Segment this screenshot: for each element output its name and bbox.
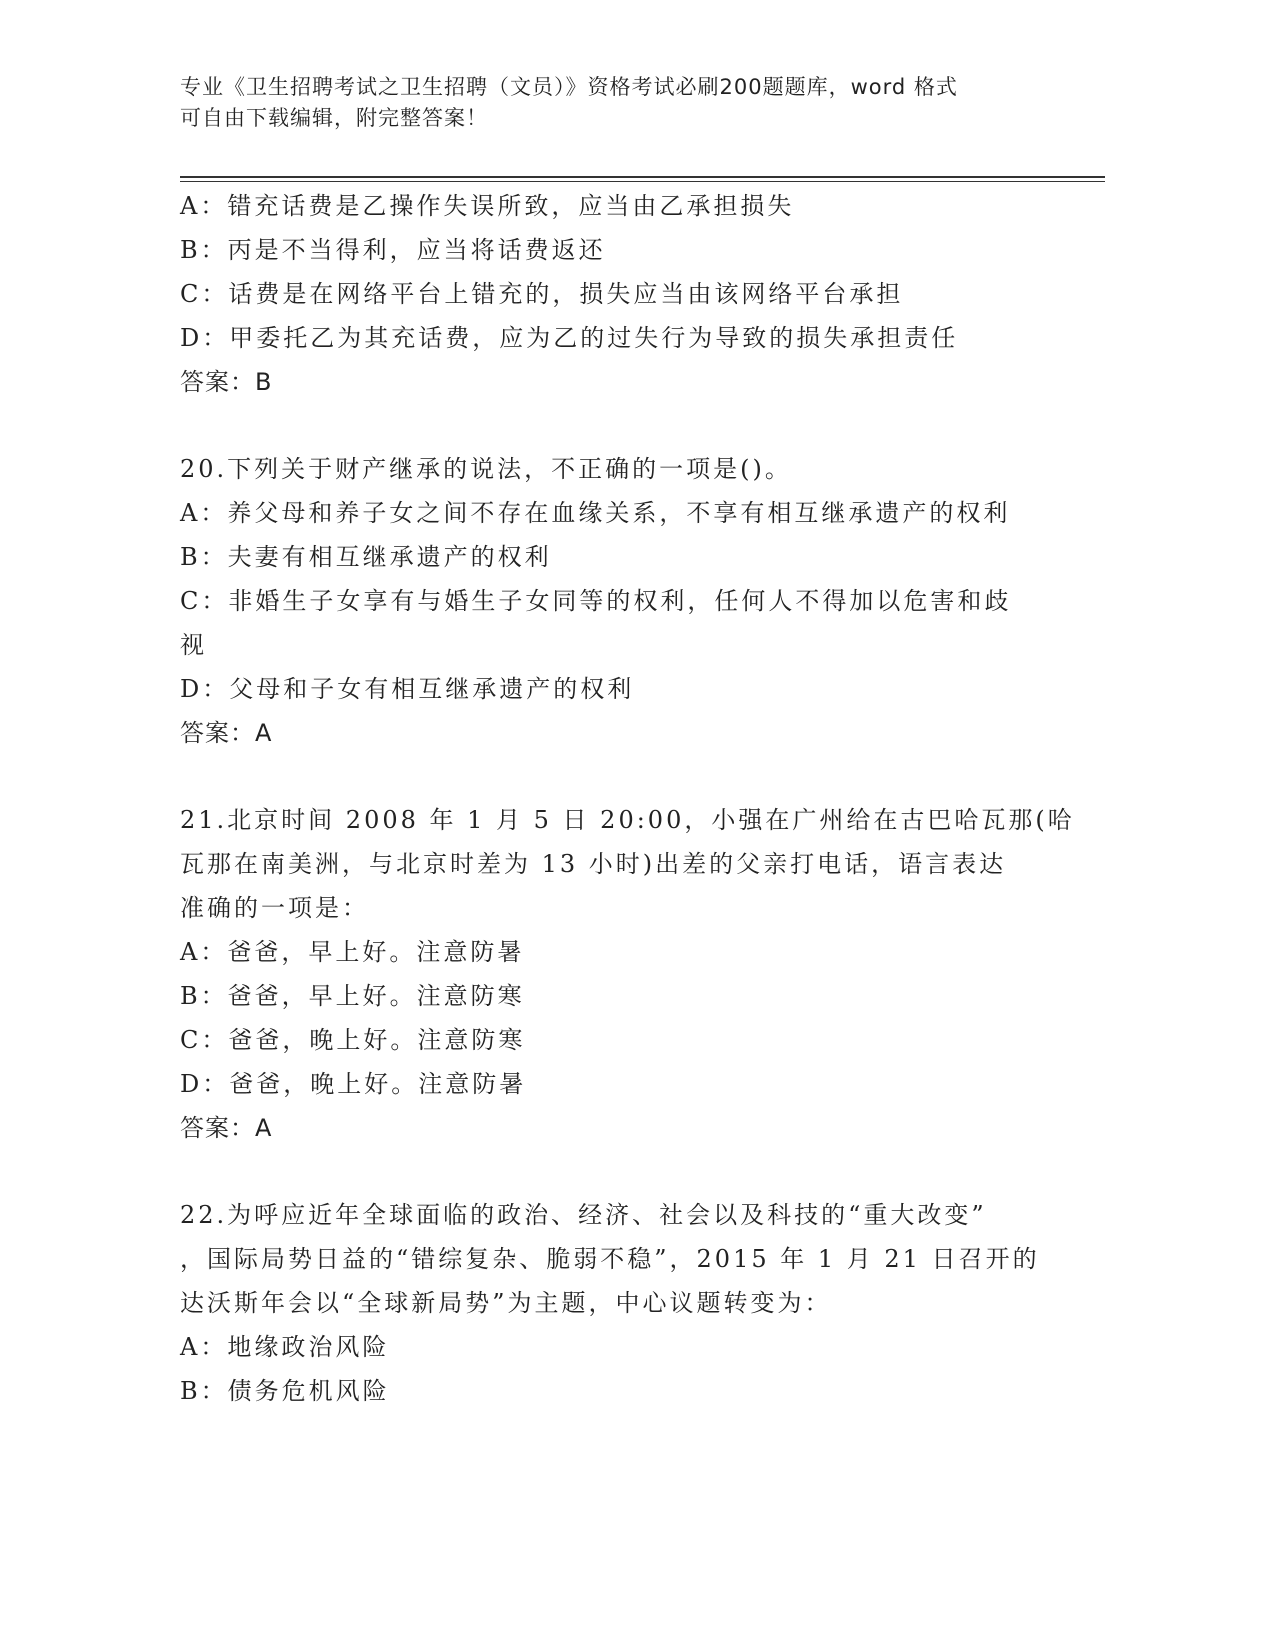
option-line: B：丙是不当得利，应当将话费返还: [180, 236, 606, 264]
option-line: B：债务危机风险: [180, 1377, 390, 1405]
answer-line: 答案：A: [180, 719, 273, 747]
question-stem: ，国际局势日益的“错综复杂、脆弱不稳”，2015 年 1 月 21 日召开的: [180, 1245, 1040, 1273]
question-stem: 达沃斯年会以“全球新局势”为主题，中心议题转变为：: [180, 1289, 832, 1317]
option-line: D：爸爸，晚上好。注意防暑: [180, 1070, 527, 1098]
question-stem: 21.北京时间 2008 年 1 月 5 日 20:00，小强在广州给在古巴哈瓦那(哈: [180, 806, 1075, 834]
document-body: [180, 184, 1075, 1413]
option-line: A：错充话费是乙操作失误所致，应当由乙承担损失: [180, 192, 795, 220]
option-line-continued: 视: [180, 631, 207, 659]
header-line-1: 专业《卫生招聘考试之卫生招聘（文员）》资格考试必刷200题题库，word 格式: [180, 75, 958, 99]
option-line: A：爸爸，早上好。注意防暑: [180, 938, 525, 966]
option-line: D：甲委托乙为其充话费，应为乙的过失行为导致的损失承担责任: [180, 324, 959, 352]
question-block-prev: [180, 184, 1040, 404]
header-divider: [180, 176, 1105, 182]
question-stem: 22.为呼应近年全球面临的政治、经济、社会以及科技的“重大改变”: [180, 1201, 987, 1229]
option-line: A：地缘政治风险: [180, 1333, 390, 1361]
spacer: [180, 1150, 1040, 1193]
question-block-22: [180, 1193, 1040, 1413]
document-header: [180, 72, 1060, 134]
question-block-20: [180, 447, 1040, 755]
answer-line: 答案：A: [180, 1114, 273, 1142]
option-line: C：非婚生子女享有与婚生子女同等的权利，任何人不得加以危害和歧: [180, 587, 1012, 615]
header-line-2: 可自由下载编辑，附完整答案！: [180, 106, 488, 130]
option-line: A：养父母和养子女之间不存在血缘关系，不享有相互继承遗产的权利: [180, 499, 1011, 527]
spacer: [180, 755, 1040, 798]
option-line: B：夫妻有相互继承遗产的权利: [180, 543, 552, 571]
spacer: [180, 404, 1040, 447]
option-line: C：爸爸，晚上好。注意防寒: [180, 1026, 526, 1054]
option-line: D：父母和子女有相互继承遗产的权利: [180, 675, 635, 703]
option-line: C：话费是在网络平台上错充的，损失应当由该网络平台承担: [180, 280, 904, 308]
question-block-21: [180, 798, 1075, 1150]
answer-line: 答案：B: [180, 368, 273, 396]
question-stem: 20.下列关于财产继承的说法，不正确的一项是()。: [180, 455, 792, 483]
question-stem: 瓦那在南美洲，与北京时差为 13 小时)出差的父亲打电话，语言表达: [180, 850, 1007, 878]
question-stem: 准确的一项是：: [180, 894, 369, 922]
option-line: B：爸爸，早上好。注意防寒: [180, 982, 525, 1010]
